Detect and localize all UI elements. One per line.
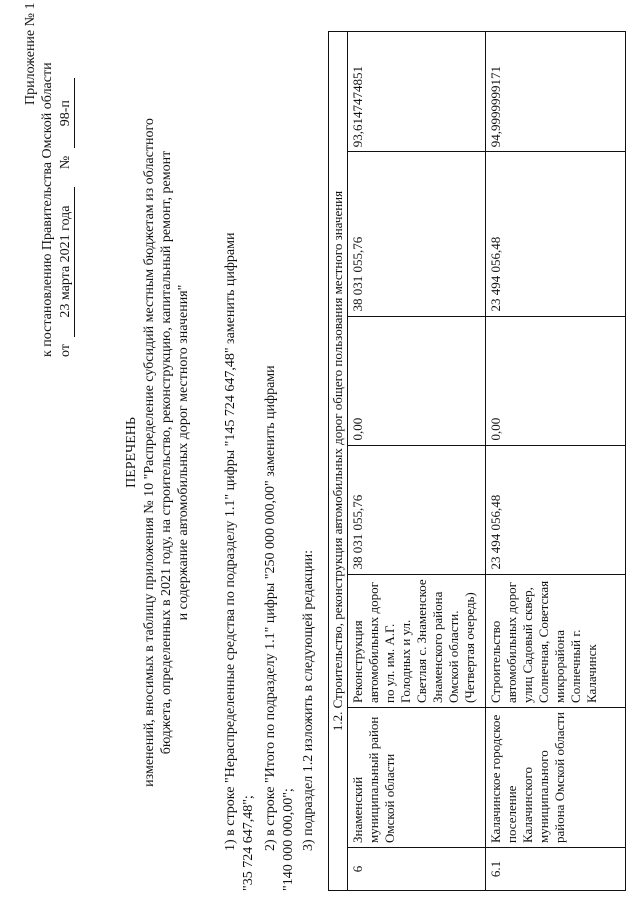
- municipality-cell: Знаменский муниципальный район Омской области: [348, 707, 486, 847]
- heading-line-3: и содержание автомобильных дорог местного значения": [176, 284, 191, 621]
- row-number: 6: [348, 848, 486, 891]
- table-section-row: [329, 32, 348, 891]
- amount-total-cell: 38 031 055,76: [348, 445, 486, 574]
- amount-subsidy-cell: 38 031 055,76: [348, 152, 486, 316]
- percent-cell: 94,9999999171: [486, 32, 626, 152]
- percent-cell: 93,6147474851: [348, 32, 486, 152]
- appendix-date-line: [57, 21, 75, 357]
- object-cell: Строительство автомобильных дорог улиц Садовый сквер, Солнечная, Советская микрорайона Солнечный г. Калачинск: [486, 574, 626, 707]
- number-label: №: [58, 155, 73, 170]
- heading-line-2: бюджета, определенных в 2021 году, на строительство, реконструкцию, капитальный ремонт, ремонт: [159, 150, 174, 755]
- amount-subsidy-cell: 23 494 056,48: [486, 152, 626, 316]
- amount-zero-cell: 0,00: [486, 316, 626, 445]
- row-number: 6.1: [486, 848, 626, 891]
- object-cell: Реконструкция автомобильных дорог по ул. им. А.Г. Голодных и ул. Светлая с. Знаменское Знаменского района Омской области. (Четвертая очередь): [348, 574, 486, 707]
- section-header: 1.2. Строительство, реконструкция автомобильных дорог общего пользования местного значения: [329, 32, 348, 891]
- item-2-text: 2) в строке "Итого по подразделу 1.1" цифры "250 000 000,00" заменить цифрами: [263, 365, 278, 851]
- item-3-text: 3) подраздел 1.2 изложить в следующей редакции:: [301, 550, 316, 851]
- decree-date: 23 марта 2021 года: [57, 187, 75, 337]
- heading-line-1: изменений, вносимых в таблицу приложения № 10 "Распределение субсидий местным бюджетам из областного: [142, 118, 157, 787]
- appendix-decree: к постановлению Правительства Омской области: [40, 62, 55, 357]
- municipality-cell: Калачинское городское поселение Калачинского муниципального района Омской области: [486, 707, 626, 847]
- amount-total-cell: 23 494 056,48: [486, 445, 626, 574]
- table-row: [486, 32, 626, 891]
- item-2-continuation: "140 000 000,00";: [281, 788, 296, 891]
- document-heading: ПЕРЕЧЕНЬ: [124, 417, 139, 488]
- table-row: [348, 32, 486, 891]
- appendix-title: Приложение № 1: [23, 2, 38, 105]
- amount-zero-cell: 0,00: [348, 316, 486, 445]
- item-1-text: 1) в строке "Нераспределенные средства по подразделу 1.1" цифры "145 724 647,48" заменить цифрами: [223, 232, 238, 851]
- item-1-continuation: "35 724 647,48";: [241, 795, 256, 891]
- decree-number: 98-п: [57, 78, 75, 148]
- subsidy-table: [328, 31, 626, 891]
- date-prefix: от: [58, 344, 73, 357]
